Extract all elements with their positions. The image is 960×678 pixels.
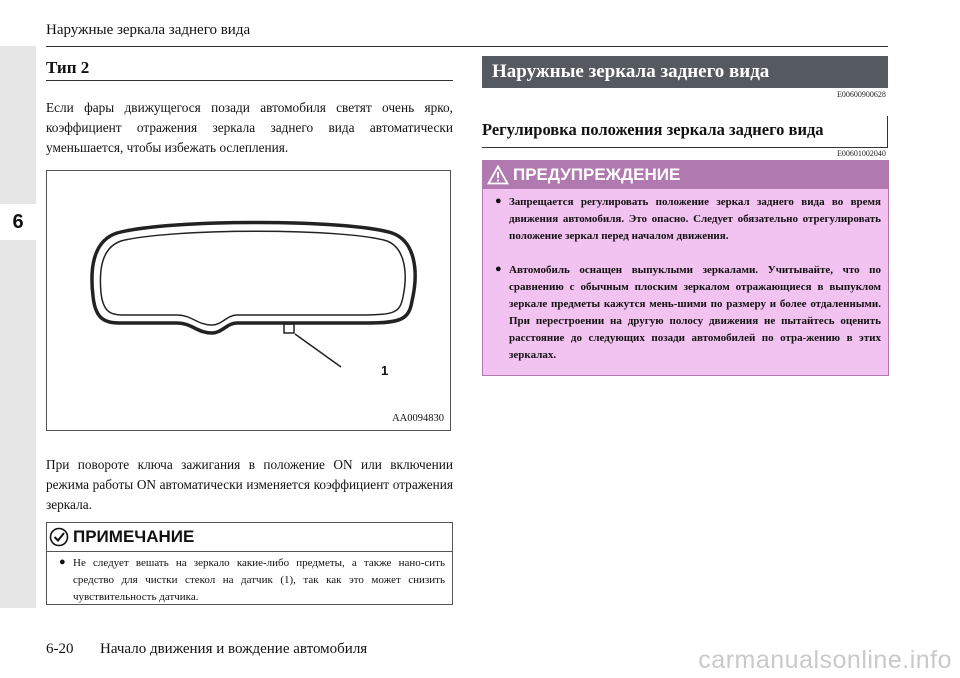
warning-header <box>483 161 888 189</box>
side-strip <box>0 46 36 608</box>
warning-title: ПРЕДУПРЕЖДЕНИЕ <box>513 165 681 184</box>
figure-code: AA0094830 <box>392 413 444 424</box>
warning-box <box>482 160 889 376</box>
header-rule <box>46 46 888 47</box>
bullet-icon: ● <box>495 263 502 275</box>
paragraph-1: Если фары движущегося позади автомобиля светят очень ярко, коэффициент отражения зеркала заднего вида автоматически уменьшается, чтобы избежать ослепления. <box>46 100 453 155</box>
warning-item-1: Запрещается регулировать положение зеркал заднего вида во время движения автомобиля. Это опасно. Следует обязательно отрегулировать положение зеркал перед началом движения. <box>509 196 881 242</box>
bullet-icon: ● <box>495 195 502 207</box>
rearview-mirror-illustration <box>47 171 452 432</box>
running-title: Наружные зеркала заднего вида <box>46 22 251 38</box>
check-icon <box>49 527 69 547</box>
mirror-figure <box>46 170 451 431</box>
topic-title: Регулировка положения зеркала заднего вида <box>482 116 888 148</box>
page-number: 6-20 <box>46 641 74 657</box>
topic-code: E00601002040 <box>837 149 886 158</box>
note-box <box>46 522 453 605</box>
chapter-tab: 6 <box>0 204 36 240</box>
note-text: Не следует вешать на зеркало какие-либо предметы, а также нано-сить средство для чистки стекол на датчик (1), так как это может снизить чувствительность датчика. <box>73 557 445 603</box>
section-code: E00600900628 <box>837 90 886 99</box>
sensor-marker <box>284 324 294 333</box>
bullet-icon: ● <box>59 556 66 568</box>
footer-chapter-title: Начало движения и вождение автомобиля <box>100 641 368 657</box>
paragraph-2: При повороте ключа зажигания в положение ON или включении режима работы ON автоматически изменяется коэффициент отражения зеркала. <box>46 457 453 512</box>
note-title-label: ПРИМЕЧАНИЕ <box>73 527 195 546</box>
note-title <box>49 527 194 547</box>
warning-triangle-icon <box>487 165 509 185</box>
subheading: Тип 2 <box>46 58 90 77</box>
figure-callout: 1 <box>381 363 389 378</box>
callout-leader <box>295 334 341 367</box>
watermark: carmanualsonline.info <box>698 646 952 674</box>
section-title: Наружные зеркала заднего вида <box>482 56 888 88</box>
warning-item-2: Автомобиль оснащен выпуклыми зеркалами. Учитывайте, что по сравнению с обычным плоским зеркалом отражающиеся в выпуклом зеркале предметы кажутся мень-шими по размеру и более отдаленными. При перестроении на другую полосу движения не пытайтесь оценить расстояние до следующих позади автомобилей по отра-жению в этих зеркалах. <box>509 264 881 361</box>
note-separator <box>47 551 452 552</box>
subheading-rule <box>46 80 453 81</box>
